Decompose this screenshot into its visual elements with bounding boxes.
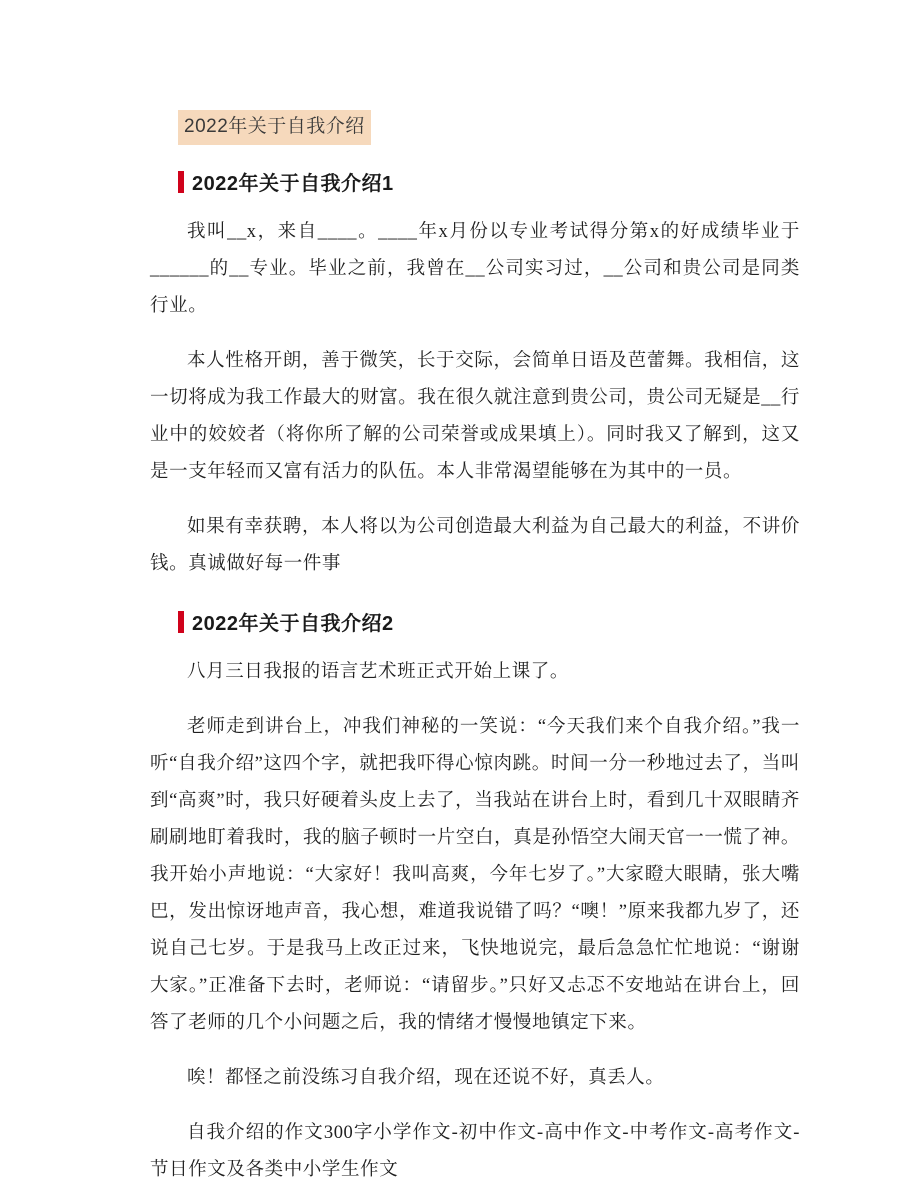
section-heading-1-label: 2022年关于自我介绍1 xyxy=(192,173,394,196)
paragraph: 自我介绍的作文300字小学作文-初中作文-高中作文-中考作文-高考作文-节日作文及各类中小学生作文 xyxy=(150,1123,800,1181)
section-heading-2 xyxy=(178,607,800,636)
paragraph: 如果有幸获聘，本人将以为公司创造最大利益为自己最大的利益，不讲价钱。真诚做好每一件事 xyxy=(150,517,800,575)
paragraph: 本人性格开朗，善于微笑，长于交际，会简单日语及芭蕾舞。我相信，这一切将成为我工作最大的财富。我在很久就注意到贵公司，贵公司无疑是__行业中的姣姣者（将你所了解的公司荣誉或成果填上）。同时我又了解到，这又是一支年轻而又富有活力的队伍。本人非常渴望能够在为其中的一员。 xyxy=(150,351,801,483)
paragraph: 我叫__x，来自____。____年x月份以专业考试得分第x的好成绩毕业于______的__专业。毕业之前，我曾在__公司实习过，__公司和贵公司是同类行业。 xyxy=(150,222,800,317)
document-section-2 xyxy=(150,607,800,1189)
paragraph: 唉！都怪之前没练习自我介绍，现在还说不好，真丢人。 xyxy=(187,1068,665,1089)
document-section-1 xyxy=(150,167,800,583)
paragraph: 老师走到讲台上，冲我们神秘的一笑说：“今天我们来个自我介绍。”我一听“自我介绍”这四个字，就把我吓得心惊肉跳。时间一分一秒地过去了，当叫到“高爽”时，我只好硬着头皮上去了，当我站在讲台上时，看到几十双眼睛齐刷刷地盯着我时，我的脑子顿时一片空白，真是孙悟空大闹天官一一慌了神。我开始小声地说：“大家好！我叫高爽，今年七岁了。”大家瞪大眼睛，张大嘴巴，发出惊讶地声音，我心想，难道我说错了吗？“噢！”原来我都九岁了，还说自己七岁。于是我马上改正过来，飞快地说完，最后急急忙忙地说：“谢谢大家。”正准备下去时，老师说：“请留步。”只好又忐忑不安地站在讲台上，回答了老师的几个小问题之后，我的情绪才慢慢地镇定下来。 xyxy=(150,717,800,1034)
heading-bar-icon xyxy=(178,171,184,193)
document-title: 2022年关于自我介绍 xyxy=(178,110,371,145)
paragraph: 八月三日我报的语言艺术班正式开始上课了。 xyxy=(187,662,570,683)
heading-bar-icon xyxy=(178,611,184,633)
section-heading-1 xyxy=(178,167,800,196)
section-heading-2-label: 2022年关于自我介绍2 xyxy=(192,613,394,636)
